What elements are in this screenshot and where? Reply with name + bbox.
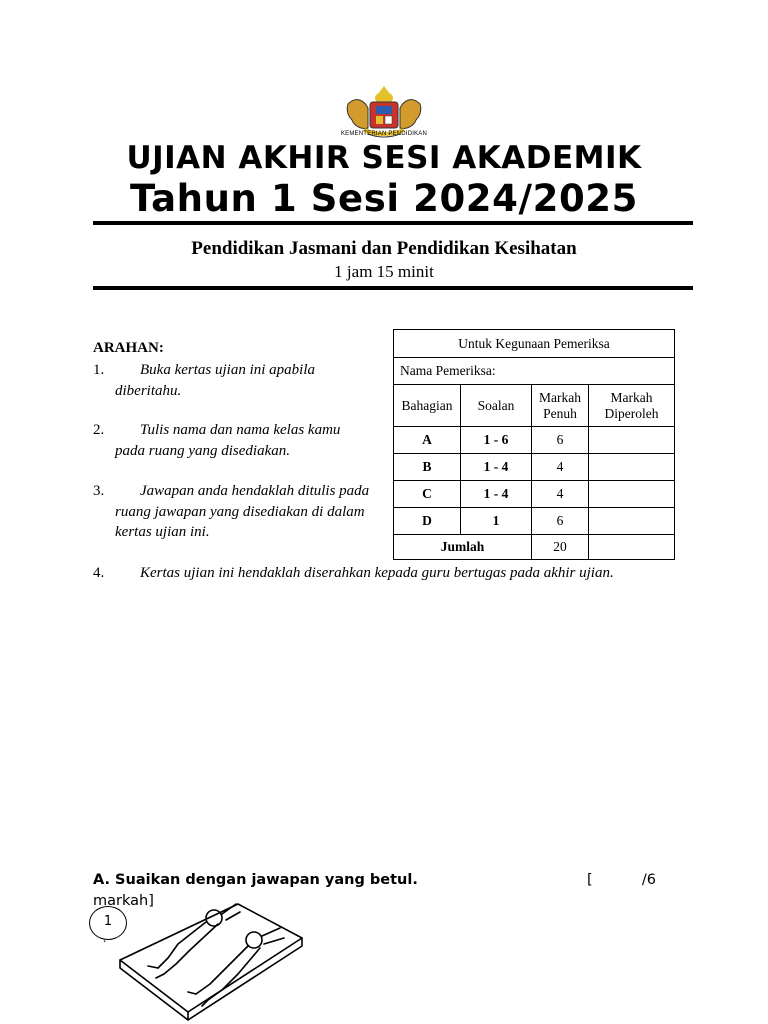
instruction-text: Buka kertas ujian ini apabila diberitahu. bbox=[115, 362, 315, 399]
mat-exercise-illustration bbox=[118, 898, 304, 1022]
question-number-circle: 1 bbox=[89, 906, 127, 940]
marks-open-bracket: [ bbox=[587, 872, 593, 888]
instruction-text: Tulis nama dan nama kelas kamu pada ruang yang disediakan. bbox=[115, 422, 341, 459]
section-a-header bbox=[93, 872, 663, 888]
header-full-marks: Markah Penuh bbox=[532, 385, 589, 427]
ministry-name: KEMENTERIAN PENDIDIKAN bbox=[340, 131, 428, 137]
instruction-number: 4. bbox=[93, 565, 105, 581]
instructions-heading: ARAHAN: bbox=[93, 340, 164, 356]
full-marks-cell: 6 bbox=[532, 508, 589, 535]
instruction-item bbox=[93, 563, 693, 584]
examiner-table-title: Untuk Kegunaan Pemeriksa bbox=[394, 330, 675, 358]
header-divider-bottom bbox=[93, 286, 693, 290]
obtained-marks-cell[interactable] bbox=[589, 427, 675, 454]
header-section: Bahagian bbox=[394, 385, 461, 427]
obtained-marks-cell[interactable] bbox=[589, 481, 675, 508]
table-row bbox=[394, 481, 675, 508]
exam-title: UJIAN AKHIR SESI AKADEMIK bbox=[126, 140, 642, 176]
section-cell: B bbox=[394, 454, 461, 481]
section-cell: A bbox=[394, 427, 461, 454]
table-row bbox=[394, 454, 675, 481]
section-cell: C bbox=[394, 481, 461, 508]
questions-cell: 1 - 4 bbox=[461, 454, 532, 481]
exam-year-session: Tahun 1 Sesi 2024/2025 bbox=[130, 177, 638, 220]
full-marks-cell: 4 bbox=[532, 481, 589, 508]
questions-cell: 1 - 4 bbox=[461, 481, 532, 508]
instruction-text: Jawapan anda hendaklah ditulis pada ruang jawapan yang disediakan di dalam kertas ujian ini. bbox=[115, 483, 370, 540]
header-obtained-marks: Markah Diperoleh bbox=[589, 385, 675, 427]
marks-value: /6 bbox=[641, 872, 657, 888]
obtained-marks-cell[interactable] bbox=[589, 454, 675, 481]
total-label: Jumlah bbox=[394, 535, 532, 560]
instruction-text: Kertas ujian ini hendaklah diserahkan kepada guru bertugas pada akhir ujian. bbox=[140, 565, 614, 581]
examiner-name-field[interactable]: Nama Pemeriksa: bbox=[394, 358, 675, 385]
instruction-item bbox=[93, 360, 353, 401]
header-questions: Soalan bbox=[461, 385, 532, 427]
total-full-marks: 20 bbox=[532, 535, 589, 560]
total-row bbox=[394, 535, 675, 560]
instruction-item bbox=[93, 481, 393, 543]
marks-label: markah] bbox=[93, 893, 154, 909]
exam-duration: 1 jam 15 minit bbox=[334, 262, 434, 281]
subject-title: Pendidikan Jasmani dan Pendidikan Kesihatan bbox=[191, 238, 577, 259]
questions-cell: 1 bbox=[461, 508, 532, 535]
section-a-marks bbox=[587, 872, 656, 888]
header-divider-top bbox=[93, 221, 693, 225]
total-obtained-marks[interactable] bbox=[589, 535, 675, 560]
section-cell: D bbox=[394, 508, 461, 535]
questions-cell: 1 - 6 bbox=[461, 427, 532, 454]
table-row bbox=[394, 427, 675, 454]
full-marks-cell: 6 bbox=[532, 427, 589, 454]
instruction-item bbox=[93, 420, 353, 461]
obtained-marks-cell[interactable] bbox=[589, 508, 675, 535]
instruction-number: 3. bbox=[93, 483, 105, 499]
table-row bbox=[394, 508, 675, 535]
question-number-dot: . bbox=[103, 930, 107, 945]
instruction-number: 2. bbox=[93, 422, 105, 438]
full-marks-cell: 4 bbox=[532, 454, 589, 481]
examiner-table bbox=[393, 329, 675, 560]
section-a-instruction: A. Suaikan dengan jawapan yang betul. bbox=[93, 872, 418, 888]
instruction-number: 1. bbox=[93, 362, 105, 378]
